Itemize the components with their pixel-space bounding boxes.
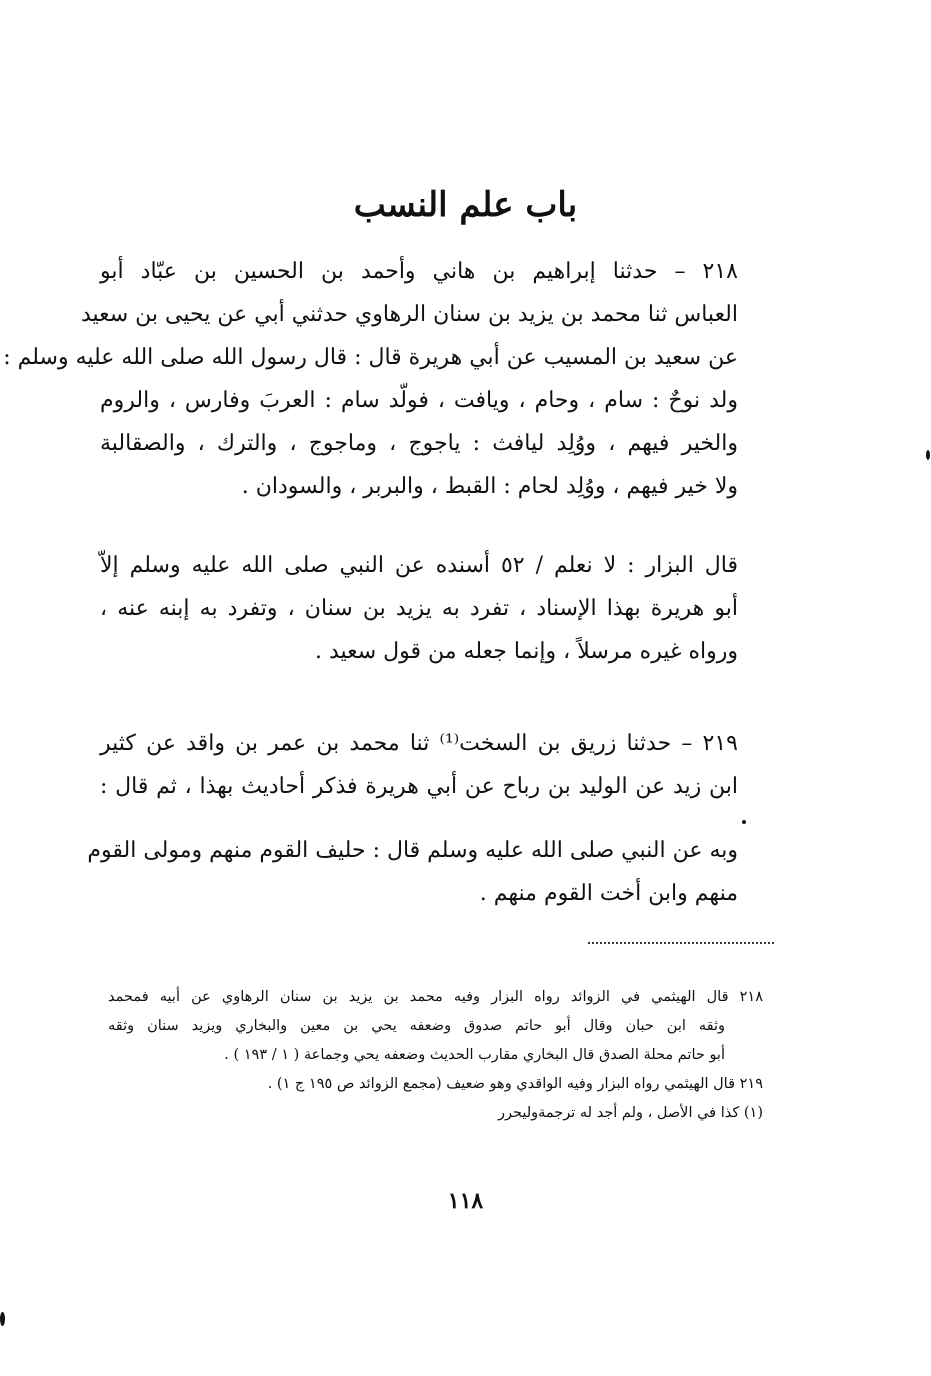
text-line: ورواه غيره مرسلاً ، وإنما جعله من قول سعيد . [314,639,738,664]
page-number: ١١٨ [447,1188,484,1214]
text-line: ولا خير فيهم ، ووُلِد لحام : القبط ، والبربر ، والسودان . [241,474,738,499]
text-line: وبه عن النبي صلى الله عليه وسلم قال : حليف القوم منهم ومولى القوم [87,838,738,863]
hadith-219-matn-paragraph [87,829,738,915]
footnote-218-line: وثقه ابن حبان وقال أبو حاتم صدوق وضعفه يحي بن معين والبخاري ويزيد سنان وثقه [108,1018,725,1034]
footnotes [108,983,763,1128]
hadith-218-paragraph [3,250,738,508]
hadith-219-isnad-paragraph [100,722,738,808]
text-line: ٢١٩ – حدثنا زريق بن السخت⁽¹⁾ ثنا محمد بن عمر بن واقد عن كثير [100,731,738,756]
text-line: قال البزار : لا نعلم / ٥٢ أسنده عن النبي صلى الله عليه وسلم إلاّ [100,553,738,578]
text-line: منهم وابن أخت القوم منهم . [479,881,738,906]
text-line: العباس ثنا محمد بن يزيد بن سنان الرهاوي حدثني أبي عن يحيى بن سعيد [80,302,738,327]
footnote-1: (١) كذا في الأصل ، ولم أجد له ترجمةوليحرر [497,1105,763,1121]
footnote-separator [588,942,774,944]
chapter-title: باب علم النسب [353,185,578,225]
text-line: أبو هريرة بهذا الإسناد ، تفرد به يزيد بن سنان ، وتفرد به إبنه عنه ، [100,596,738,621]
scan-edge-mark [0,1312,5,1326]
footnote-219: ٢١٩ قال الهيثمي رواه البزار وفيه الواقدي وهو ضعيف (مجمع الزوائد ص ١٩٥ ج ١) . [267,1076,763,1092]
text-line: عن سعيد بن المسيب عن أبي هريرة قال : قال رسول الله صلى الله عليه وسلم : [3,345,738,370]
scan-dot-mark [742,820,746,824]
text-line: والخير فيهم ، ووُلِد ليافث : ياجوج ، وماجوج ، والترك ، والصقالبة [100,431,738,456]
footnote-218-line: ٢١٨ قال الهيثمي في الزوائد رواه البزار وفيه محمد بن يزيد بن سنان الرهاوي عن أبيه فمحمد [108,989,763,1005]
scan-edge-mark [926,450,930,460]
text-line: ٢١٨ – حدثنا إبراهيم بن هاني وأحمد بن الحسين بن عبّاد أبو [100,259,738,284]
bazzar-comment-paragraph [100,544,738,673]
footnote-218-line: أبو حاتم محلة الصدق قال البخاري مقارب الحديث وضعفه يحي وجماعة ( ١ / ١٩٣ ) . [224,1047,725,1063]
text-line: ولد نوحٌ : سام ، وحام ، ويافت ، فولّد سام : العربَ وفارس ، والروم [100,388,738,413]
text-line: ابن زيد عن الوليد بن رباح عن أبي هريرة فذكر أحاديث بهذا ، ثم قال : [100,774,738,799]
